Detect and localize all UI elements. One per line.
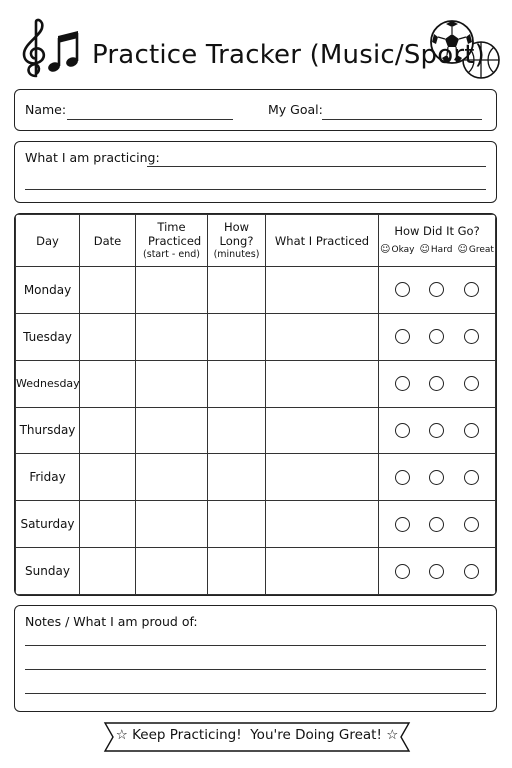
mood-legend: [379, 243, 495, 257]
hard-circle[interactable]: [429, 564, 444, 579]
header-time: [136, 215, 208, 267]
mood-cell: [379, 454, 496, 501]
table-row: [16, 501, 496, 548]
time-cell[interactable]: [136, 313, 208, 360]
time-cell[interactable]: [136, 267, 208, 314]
hard-circle[interactable]: [429, 329, 444, 344]
notes-label: Notes / What I am proud of:: [25, 614, 198, 629]
date-cell[interactable]: [80, 501, 136, 548]
date-cell[interactable]: [80, 548, 136, 595]
practicing-field-line-2[interactable]: [25, 189, 486, 190]
mood-cell: [379, 548, 496, 595]
great-circle[interactable]: [464, 282, 479, 297]
star-icon: ☆: [115, 727, 128, 743]
hard-circle[interactable]: [429, 282, 444, 297]
name-label: Name:: [25, 102, 67, 117]
banner-content: [102, 727, 412, 743]
minutes-cell[interactable]: [208, 313, 266, 360]
day-cell: Tuesday: [16, 313, 80, 360]
great-circle[interactable]: [464, 423, 479, 438]
mood-great-label: Great: [468, 245, 494, 255]
header-how-long: [208, 215, 266, 267]
encouragement-banner: [102, 718, 412, 756]
time-cell[interactable]: [136, 360, 208, 407]
okay-circle[interactable]: [395, 376, 410, 391]
mood-hard-label: Hard: [430, 245, 453, 255]
goal-field[interactable]: [322, 119, 482, 120]
header-day: Day: [16, 215, 80, 267]
day-cell: Friday: [16, 454, 80, 501]
star-icon: ☆: [386, 727, 399, 743]
table-row: [16, 360, 496, 407]
practice-table: [14, 213, 497, 596]
date-cell[interactable]: [80, 407, 136, 454]
time-cell[interactable]: [136, 548, 208, 595]
time-cell[interactable]: [136, 501, 208, 548]
what-cell[interactable]: [266, 313, 379, 360]
date-cell[interactable]: [80, 267, 136, 314]
great-circle[interactable]: [464, 564, 479, 579]
hard-circle[interactable]: [429, 517, 444, 532]
okay-circle[interactable]: [395, 423, 410, 438]
hard-circle[interactable]: [429, 470, 444, 485]
great-circle[interactable]: [464, 517, 479, 532]
what-cell[interactable]: [266, 267, 379, 314]
minutes-cell[interactable]: [208, 548, 266, 595]
notes-line-2[interactable]: [25, 669, 486, 670]
header-how-did-label: How Did It Go?: [394, 224, 480, 238]
date-cell[interactable]: [80, 360, 136, 407]
table-row: [16, 407, 496, 454]
minutes-cell[interactable]: [208, 501, 266, 548]
header-time-sub: (start - end): [143, 248, 200, 260]
page-title: Practice Tracker (Music/Sport): [92, 40, 485, 70]
name-field[interactable]: [67, 119, 233, 120]
great-circle[interactable]: [464, 470, 479, 485]
what-cell[interactable]: [266, 454, 379, 501]
notes-box: [14, 605, 497, 712]
table-row: [16, 267, 496, 314]
day-cell: Saturday: [16, 501, 80, 548]
mood-okay-label: Okay: [391, 245, 415, 255]
mood-cell: [379, 360, 496, 407]
okay-circle[interactable]: [395, 470, 410, 485]
time-cell[interactable]: [136, 407, 208, 454]
smiley-icon: ☺: [380, 244, 391, 255]
great-circle[interactable]: [464, 329, 479, 344]
header-how-did: [379, 215, 496, 267]
header-what: What I Practiced: [266, 215, 379, 267]
what-cell[interactable]: [266, 501, 379, 548]
smiley-icon: ☺: [457, 244, 468, 255]
header-how-long-label: How Long?: [219, 219, 254, 248]
okay-circle[interactable]: [395, 564, 410, 579]
okay-circle[interactable]: [395, 329, 410, 344]
time-cell[interactable]: [136, 454, 208, 501]
day-cell: Wednesday: [16, 360, 80, 407]
day-cell: Monday: [16, 267, 80, 314]
music-notes-icon: [14, 16, 84, 82]
great-circle[interactable]: [464, 376, 479, 391]
mood-cell: [379, 407, 496, 454]
goal-label: My Goal:: [268, 102, 323, 117]
minutes-cell[interactable]: [208, 407, 266, 454]
date-cell[interactable]: [80, 313, 136, 360]
hard-circle[interactable]: [429, 423, 444, 438]
mood-hard: [419, 243, 452, 257]
notes-line-3[interactable]: [25, 693, 486, 694]
practicing-field-line-1[interactable]: [147, 166, 486, 167]
banner-text: Keep Practicing! You're Doing Great!: [132, 727, 382, 743]
practicing-label: What I am practicing:: [25, 150, 160, 165]
hard-circle[interactable]: [429, 376, 444, 391]
header-how-long-sub: (minutes): [213, 248, 260, 260]
mood-cell: [379, 267, 496, 314]
what-cell[interactable]: [266, 407, 379, 454]
okay-circle[interactable]: [395, 282, 410, 297]
date-cell[interactable]: [80, 454, 136, 501]
table-row: [16, 313, 496, 360]
what-cell[interactable]: [266, 548, 379, 595]
header-date: Date: [80, 215, 136, 267]
what-cell[interactable]: [266, 360, 379, 407]
name-goal-box: [14, 89, 497, 131]
header-time-label: Time Practiced: [148, 219, 202, 248]
minutes-cell[interactable]: [208, 267, 266, 314]
day-cell: Sunday: [16, 548, 80, 595]
notes-line-1[interactable]: [25, 645, 486, 646]
table-row: [16, 454, 496, 501]
mood-cell: [379, 501, 496, 548]
mood-okay: [380, 243, 414, 257]
smiley-icon: ☺: [419, 244, 430, 255]
mood-great: [457, 243, 494, 257]
day-cell: Thursday: [16, 407, 80, 454]
okay-circle[interactable]: [395, 517, 410, 532]
minutes-cell[interactable]: [208, 360, 266, 407]
table-row: [16, 548, 496, 595]
mood-cell: [379, 313, 496, 360]
minutes-cell[interactable]: [208, 454, 266, 501]
practicing-box: [14, 141, 497, 203]
